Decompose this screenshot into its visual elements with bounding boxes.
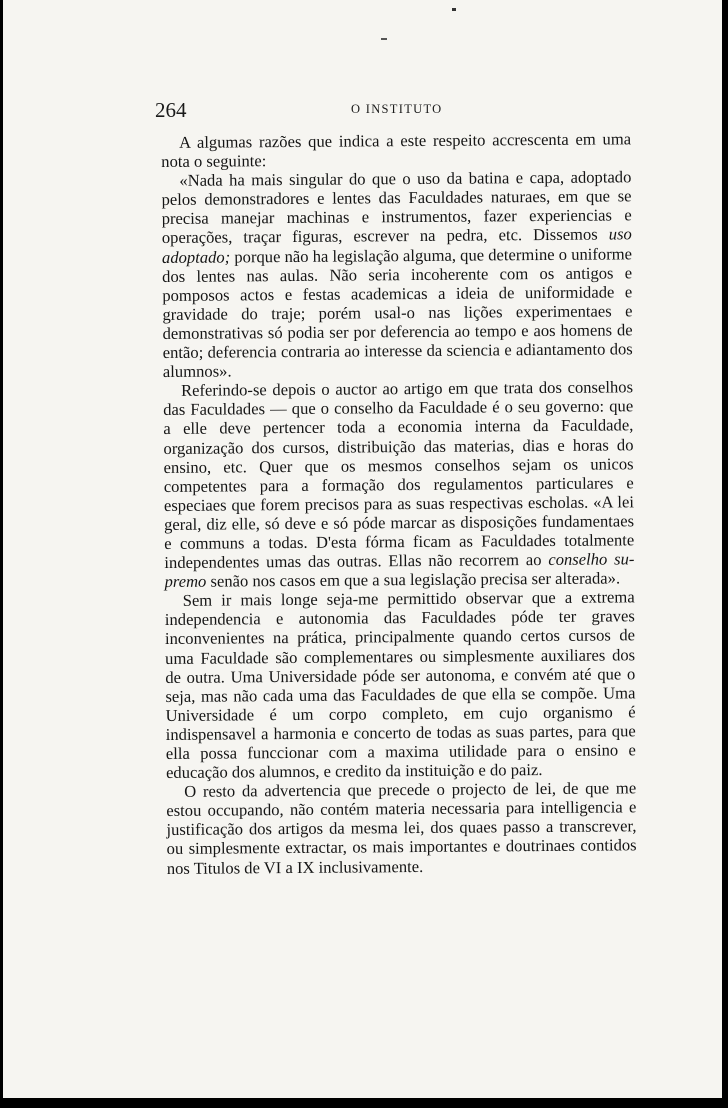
text-segment: Referindo-se depois o auctor ao artigo em que trata dos conselhos das Faculdades — que o conselho da Faculdade é o seu governo: que a elle deve pertencer toda a economia interna da Faculdade, organização dos cursos, distribuição das materias, dias e horas do ensino, etc. Quer que os mesmos conselhos sejam os unicos competentes para a formação dos regulamentos particulares e especiaes que forem precisos para as suas respectivas escholas. «A lei geral, diz elle, só deve e só póde marcar as disposições fundamentaes e communs a todas. D'esta fórma ficam as Faculdades totalmente independentes umas das outras. Ellas não recorrem ao — [163, 377, 635, 573]
page-number: 264 — [155, 98, 187, 122]
italic-text: conselho supremo — [164, 549, 635, 592]
italic-text: uso adoptado; — [161, 224, 632, 267]
paragraph — [161, 167, 633, 381]
printer-mark — [381, 38, 387, 40]
scan-speck — [452, 8, 456, 11]
paragraph — [161, 129, 631, 171]
text-segment: Sem ir mais longe seja-me permittido observar que a extrema independencia e autonomia das Faculdades póde ter graves inconvenientes na prática, principalmente quando certos cursos de uma Faculdade são complementares ou simplesmente auxiliares dos de outra. Uma Universidade póde ser autonoma, e convém até que o seja, mas não cada uma das Faculdades de que ella se compõe. Uma Universidade é um corpo completo, em cujo organismo é indispensavel a harmonia e concerto de todas as suas partes, para que ella possa funccionar com a maxima utilidade para o ensino e educação dos alumnos, e credito da instituição e do paiz. — [164, 587, 636, 783]
body-text — [161, 129, 637, 877]
text-segment: «Nada ha mais singular do que o uso da batina e capa, adoptado pelos demonstradores e lentes das Faculdades naturaes, em que se precisa manejar machinas e instrumentos, fazer experiencias e operações, traçar figuras, escrever na pedra, etc. Dissemos — [161, 167, 632, 248]
running-head: O INSTITUTO — [351, 102, 443, 116]
text-segment: porque não ha legislação alguma, que determine o uniforme dos lentes nas aulas. Não seria incoherente com os antigos e pomposos actos e festas academicas a ideia de uniformidade e gravidade do traje; porém usal-o nas lições experimentaes e demonstrativas só podia ser por deferencia ao tempo e aos homens de então; deferencia contraria ao interesse da sciencia e adiantamento dos alumnos». — [162, 243, 633, 382]
text-segment: senão nos casos em que a sua legislação precisa ser alterada». — [206, 568, 621, 591]
paragraph — [166, 778, 637, 877]
paragraph — [163, 378, 635, 592]
text-segment: O resto da advertencia que precede o projecto de lei, de que me estou occupando, não contém materia necessaria para intelligencia e justificação dos artigos da mesma lei, dos quaes passo a transcrever, ou simplesmente extractar, os mais importantes e doutrinaes contidos nos Titulos de VI a IX inclusivamente. — [166, 778, 637, 878]
text-segment: A algumas razões que indica a este respeito accrescenta em uma nota o seguinte: — [161, 129, 632, 172]
page-header — [155, 98, 631, 122]
paragraph — [165, 588, 636, 783]
book-page — [3, 0, 722, 1098]
